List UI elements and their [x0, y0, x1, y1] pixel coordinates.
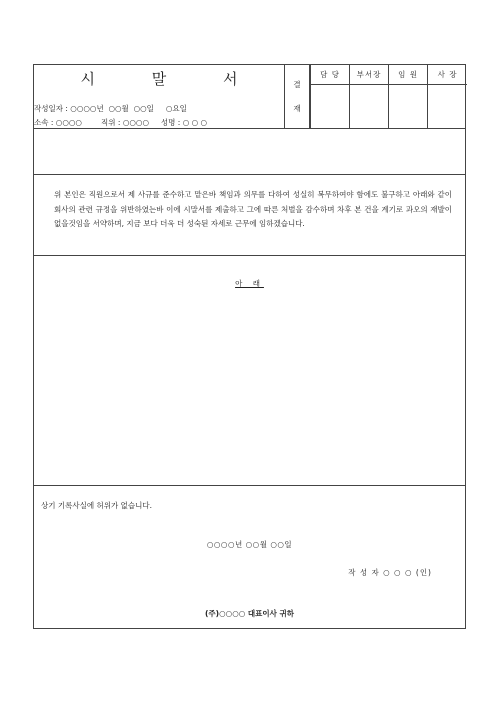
position-line: 소속 : ○○○○ 직위 : ○○○○ 성명 : ○ ○ ○ [34, 118, 208, 127]
approval-label-top: 결 [293, 80, 301, 89]
approval-col-dept-head [349, 65, 388, 128]
section-title [34, 278, 465, 289]
sign-date: ○○○○년 ○○월 ○○일 [206, 540, 293, 549]
form-header [34, 65, 465, 129]
date-line: 작성일자 : ○○○○년 ○○월 ○○일 ○요일 [34, 104, 187, 113]
addressee: (주)○○○○ 대표이사 귀하 [205, 609, 294, 618]
approval-header-staff: 담 당 [311, 65, 349, 85]
statement-form [33, 64, 466, 629]
approval-box [284, 65, 467, 128]
intro-section [34, 174, 465, 256]
approval-label [284, 65, 310, 128]
author-line: 작 성 자 ○ ○ ○ (인) [348, 568, 432, 577]
signature-section [34, 485, 465, 631]
approval-header-president: 사 장 [428, 65, 467, 85]
approval-col-president [427, 65, 467, 128]
approval-col-staff [310, 65, 349, 128]
approval-label-bottom: 재 [293, 104, 301, 113]
approval-col-executive [388, 65, 427, 128]
pledge-text: 위 본인은 직원으로서 제 사규를 준수하고 맡은바 책임과 의무를 다하여 성실히 복무하여야 함에도 불구하고 아래와 같이 회사의 관련 규정을 위반하였는바 이에 시말서를 제출하고 그에 따른 처벌을 감수하며 차후 본 건을 계기로 과오의 재발이 없을것임을 서약하며, 지금 보다 더욱 더 성숙된 자세로 근무에 임하겠습니다. [54, 190, 452, 228]
approval-header-dept-head: 부서장 [350, 65, 388, 85]
approval-header-executive: 임 원 [389, 65, 427, 85]
form-title: 시 말 서 [80, 70, 264, 88]
section-title-text: 아 래 [235, 279, 264, 288]
truth-statement: 상기 기록사실에 허위가 없습니다. [41, 501, 152, 510]
